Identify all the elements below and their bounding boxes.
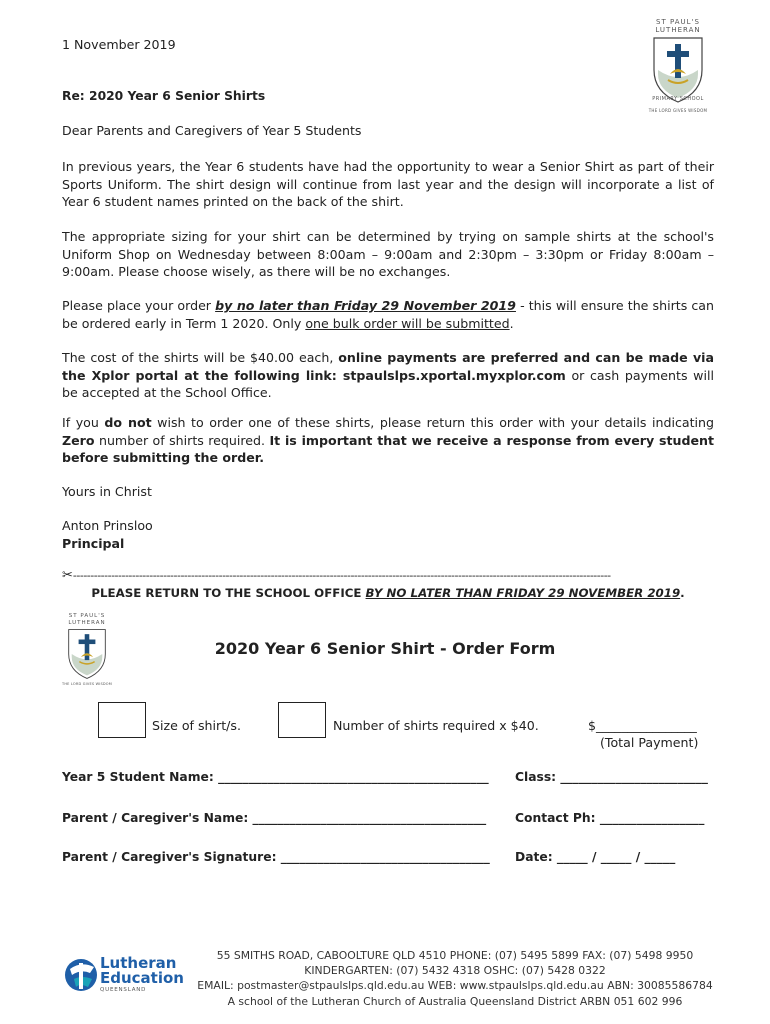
letter-salutation: Dear Parents and Caregivers of Year 5 Students (62, 123, 362, 138)
p4-text-a: The cost of the shirts will be $40.00 each, (62, 350, 339, 365)
crest-school-bottom: LUTHERAN (655, 26, 701, 34)
p3-text-a: Please place your order (62, 298, 216, 313)
p5-text-e: number of shirts required. (94, 432, 270, 448)
signer-name: Anton Prinsloo (62, 518, 153, 533)
paragraph-2: The appropriate sizing for your shirt can be determined by trying on sample shirts at the school's Uniform Shop on Wednesday between 8:00am – 9:00am and 2:30pm – 3:30pm or Friday 8:00am – 9:00am. Please choose wisely, as there will be no exchanges. (62, 229, 714, 280)
p3-text-e: . (509, 315, 514, 331)
p3-deadline: by no later than Friday 29 November 2019 (215, 298, 516, 313)
lutheran-education-logo (64, 955, 184, 999)
paragraph-3 (62, 297, 714, 332)
small-crest-shield-icon (58, 626, 116, 682)
school-crest (640, 18, 716, 118)
return-notice-c: . (680, 586, 685, 600)
footer-address (195, 948, 715, 1009)
signer-title: Principal (62, 536, 125, 551)
scissors-icon: ✂ (62, 568, 73, 583)
crest-arc-text: PRIMARY SCHOOL (652, 96, 704, 102)
return-notice-a: PLEASE RETURN TO THE SCHOOL OFFICE (91, 586, 366, 600)
footer-line-2: KINDERGARTEN: (07) 5432 4318 OSHC: (07) 5428 0322 (304, 964, 606, 978)
cut-line (62, 568, 714, 584)
paragraph-1: In previous years, the Year 6 students have had the opportunity to wear a Senior Shirt as part of their Sports Uniform. The shirt design will continue from last year and the design will incorporate a list of Year 6 student names printed on the back of the shirt. (62, 159, 714, 210)
p4-text-c: or cash payments will be accepted at the School Office. (62, 367, 714, 401)
p3-text-c: - this will ensure the shirts can be ordered early in Term 1 2020. Only (62, 298, 715, 331)
p4-online-payment: online payments are preferred and can be made via the Xplor portal at the following link: stpaulslps.xportal.myxplor.com (62, 350, 714, 383)
small-crest-school-top: ST PAUL'S (68, 613, 106, 619)
small-crest-school-bottom: LUTHERAN (68, 619, 106, 626)
total-payment-label: (Total Payment) (600, 735, 699, 750)
lutheran-logo-icon (64, 955, 98, 995)
student-name-field[interactable]: Year 5 Student Name: ____________________________________________ (62, 770, 489, 784)
shirt-number-label: Number of shirts required x $40. (333, 718, 539, 733)
crest-school-top: ST PAUL'S (656, 18, 700, 26)
return-notice (62, 586, 714, 600)
footer-line-3: EMAIL: postmaster@stpaulslps.qld.edu.au WEB: www.stpaulslps.qld.edu.au ABN: 30085586784 (197, 979, 713, 993)
crest-motto: THE LORD GIVES WISDOM (648, 108, 708, 113)
lutheran-logo-sub: QUEENSLAND (100, 987, 147, 993)
footer-line-4: A school of the Lutheran Church of Australia Queensland District ARBN 051 602 996 (227, 994, 683, 1008)
contact-phone-field[interactable]: Contact Ph: _________________ (515, 811, 705, 825)
parent-name-field[interactable]: Parent / Caregiver's Name: ______________________________________ (62, 811, 487, 825)
lutheran-logo-top: Lutheran (100, 954, 177, 972)
p5-text-c: wish to order one of these shirts, please return this order with your details indicating (151, 415, 714, 430)
paragraph-5 (62, 414, 714, 467)
p5-text-a: If you (62, 415, 105, 430)
p3-bulk-order: one bulk order will be submitted (305, 315, 510, 331)
cut-dashes: ----------------------------------------------------------------------------------------------------------------------------------------------------------- (72, 569, 611, 582)
p5-do-not: do not (104, 415, 152, 430)
p5-zero: Zero (62, 432, 95, 448)
footer-line-1: 55 SMITHS ROAD, CABOOLTURE QLD 4510 PHONE: (07) 5495 5899 FAX: (07) 5498 9950 (216, 949, 694, 962)
letter-closing: Yours in Christ (62, 484, 152, 499)
parent-signature-field[interactable]: Parent / Caregiver's Signature: __________________________________ (62, 850, 490, 864)
paragraph-4 (62, 349, 714, 402)
p5-important: It is important that we receive a response from every student before submitting the order. (62, 432, 715, 466)
shirt-size-box[interactable] (98, 702, 146, 738)
shirt-size-label: Size of shirt/s. (152, 718, 241, 733)
lutheran-logo-bottom: Education (100, 969, 184, 987)
return-notice-deadline: BY NO LATER THAN FRIDAY 29 NOVEMBER 2019 (365, 586, 681, 600)
class-field[interactable]: Class: ________________________ (515, 770, 708, 784)
small-crest-motto: THE LORD GIVES WISDOM (62, 682, 112, 686)
order-form-title: 2020 Year 6 Senior Shirt - Order Form (214, 639, 556, 658)
letter-date: 1 November 2019 (62, 37, 176, 52)
date-field[interactable]: Date: _____ / _____ / _____ (515, 850, 676, 864)
shirt-number-box[interactable] (278, 702, 326, 738)
total-payment-field[interactable]: $________________ (588, 718, 697, 733)
letter-subject: Re: 2020 Year 6 Senior Shirts (62, 89, 266, 103)
small-school-crest (58, 613, 116, 689)
